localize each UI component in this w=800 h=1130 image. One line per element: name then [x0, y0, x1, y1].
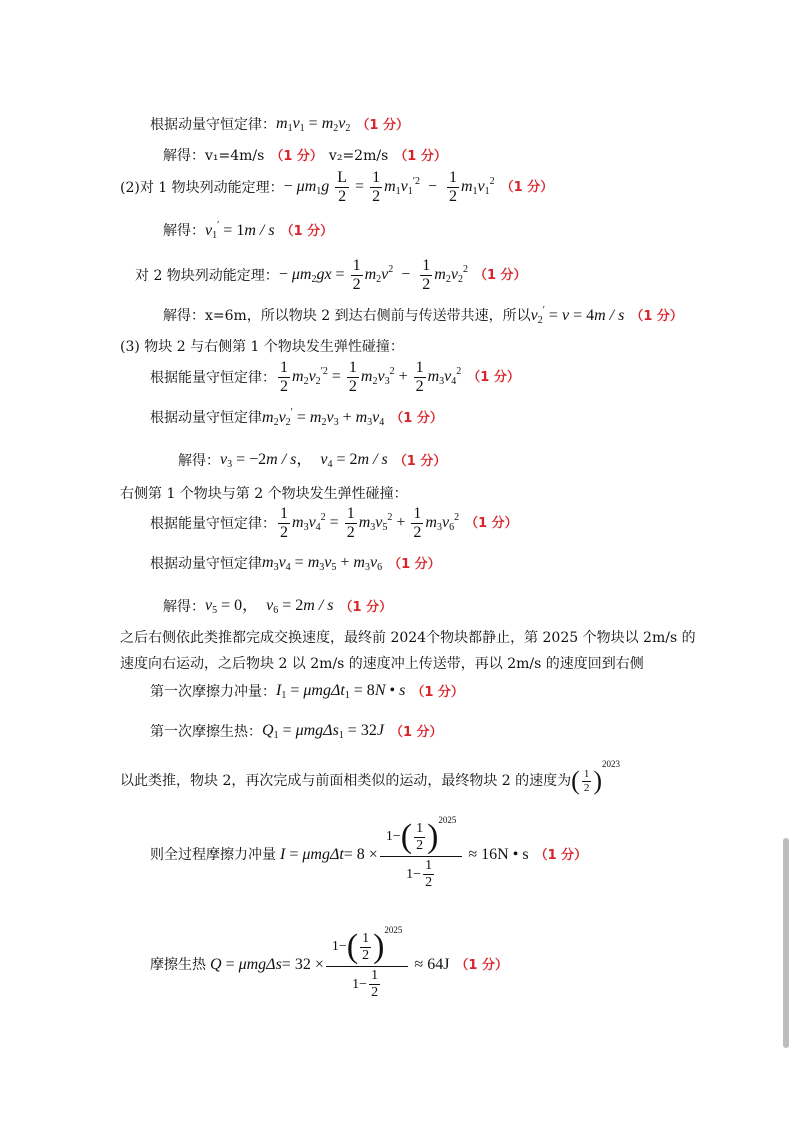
total-heat-line	[150, 925, 508, 1000]
score-mark: （1 分）	[280, 223, 334, 239]
label: (2)对 1 物块列动能定理：	[120, 179, 284, 196]
solution-line-4	[178, 452, 446, 470]
formula: $m_2v_2' = m_2v_3 + m_3v_4$	[262, 407, 385, 428]
label: 根据动量守恒定律	[150, 556, 262, 572]
score-mark: （1 分）	[411, 684, 464, 700]
score-mark: （1 分）	[394, 148, 447, 164]
label: 右侧第 1 个物块与第 2 个物块发生弹性碰撞：	[120, 486, 408, 502]
score-mark: （1 分）	[534, 847, 588, 863]
score-mark: （1 分）	[500, 180, 554, 195]
paragraph-line-2	[120, 657, 644, 671]
label: 第一次摩擦力冲量：	[150, 684, 276, 700]
formula: $m_1v_1 = m_2v_2$	[276, 115, 351, 134]
label: 摩擦生热	[150, 957, 206, 973]
energy-conservation-1	[150, 360, 520, 395]
part-3-heading	[120, 340, 404, 354]
formula: I = μmgΔt = 8 × 1− ( $\frac{1}{2}$ ) 2025 1− $\frac{1}{2}$ ≈ 16N • s	[276, 815, 529, 890]
label: 解得：x=6m，所以物块 2 到达右侧前与传送带共速，所以	[163, 308, 531, 324]
score-mark: （1 分）	[270, 148, 323, 164]
score-mark: （1 分）	[465, 516, 518, 531]
text: 之后右侧依此类推都完成交换速度，最终前 2024个物块都静止，第 2025 个物块以 2m/s 的	[120, 630, 696, 646]
first-heat-line	[150, 723, 443, 741]
kinetic-energy-theorem-2	[135, 258, 527, 293]
vertical-scrollbar[interactable]	[783, 838, 789, 1048]
solution-line-3	[163, 306, 683, 326]
total-impulse-line	[150, 815, 588, 890]
exponent: 2023	[602, 759, 621, 769]
formula: $v_1' = 1m / s$	[205, 220, 275, 241]
formula: $m_3v_4 = m_3v_5 + m_3v_6$	[262, 554, 383, 573]
velocity-power: ( $\frac{1}{2}$ ) 2023	[571, 759, 621, 795]
value-v1: v₁=4m/s	[205, 148, 265, 164]
formula: − $\mu m_1g$ $\frac{L}{2}$ = $\frac{1}{2}$ $m_1v_1^{'2}$ − $\frac{1}{2}$ $m_1v_1^2$	[283, 169, 495, 205]
formula: $v_5 = 0$， $v_6 = 2m / s$	[205, 597, 334, 616]
score-mark: （1 分）	[393, 453, 447, 469]
formula: $v_2' = v = 4m / s$	[530, 305, 625, 326]
momentum-conservation-3	[150, 555, 441, 573]
label: 根据动量守恒定律：	[150, 117, 276, 133]
formula: $\frac{1}{2}$ $m_3v_4^2$ = $\frac{1}{2}$ $m_3v_5^2$ + $\frac{1}{2}$ $m_3v_6^2$	[280, 505, 460, 541]
label: 根据能量守恒定律：	[150, 515, 276, 532]
formula: $\frac{1}{2}$ $m_2v_2^{'2}$ = $\frac{1}{2}$ $m_2v_3^2$ + $\frac{1}{2}$ $m_3v_4^2$	[280, 359, 462, 395]
label: 则全过程摩擦力冲量	[150, 847, 276, 863]
score-mark: （1 分）	[455, 957, 508, 973]
momentum-conservation-2	[150, 408, 443, 428]
formula: − $\mu m_2gx$ = $\frac{1}{2}$ $m_2v^2$ − $\frac{1}{2}$ $m_2v_2^2$	[278, 257, 468, 293]
label: 根据能量守恒定律：	[150, 369, 276, 386]
formula: $v_3 = -2m / s$， $v_4 = 2m / s$	[220, 451, 388, 470]
label: 第一次摩擦生热：	[150, 724, 262, 740]
text: 速度向右运动，之后物块 2 以 2m/s 的速度冲上传送带，再以 2m/s 的速度回到右侧	[120, 656, 644, 672]
solution-line-5	[163, 598, 392, 616]
solution-line-2	[163, 221, 333, 241]
label: 解得：	[163, 148, 205, 164]
first-impulse-line	[150, 683, 464, 701]
label: (3) 物块 2 与右侧第 1 个物块发生弹性碰撞：	[120, 339, 404, 355]
analogy-line	[120, 759, 621, 795]
score-mark: （1 分）	[339, 599, 393, 615]
label: 解得：	[163, 599, 205, 615]
formula: $Q_1 = \mu mg\Delta s_1 = 32J$	[262, 722, 384, 741]
label: 根据动量守恒定律	[150, 410, 262, 426]
score-mark: （1 分）	[390, 410, 443, 426]
score-mark: （1 分）	[473, 268, 527, 283]
paragraph-line-1	[120, 631, 696, 645]
label: 解得：	[163, 223, 205, 239]
formula: $I_1 = \mu mg\Delta t_1 = 8N$ • s	[276, 682, 406, 701]
score-mark: （1 分）	[630, 308, 683, 324]
label: 对 2 物块列动能定理：	[135, 267, 279, 284]
score-mark: （1 分）	[389, 724, 443, 740]
score-mark: （1 分）	[356, 117, 409, 133]
kinetic-energy-theorem-1	[120, 170, 553, 205]
label: 解得：	[178, 453, 220, 469]
score-mark: （1 分）	[467, 370, 520, 385]
formula: Q = μmgΔs = 32 × 1− ( $\frac{1}{2}$ ) 2025 1− $\frac{1}{2}$ ≈ 64J	[206, 925, 450, 1000]
momentum-conservation-line-1	[150, 116, 409, 134]
energy-conservation-2	[150, 506, 518, 541]
text: 以此类推，物块 2，再次完成与前面相类似的运动，最终物块 2 的速度为	[120, 773, 572, 789]
collision-2-heading	[120, 487, 408, 501]
value-v2: v₂=2m/s	[328, 148, 389, 164]
score-mark: （1 分）	[388, 556, 441, 572]
solution-line-1	[163, 149, 447, 163]
